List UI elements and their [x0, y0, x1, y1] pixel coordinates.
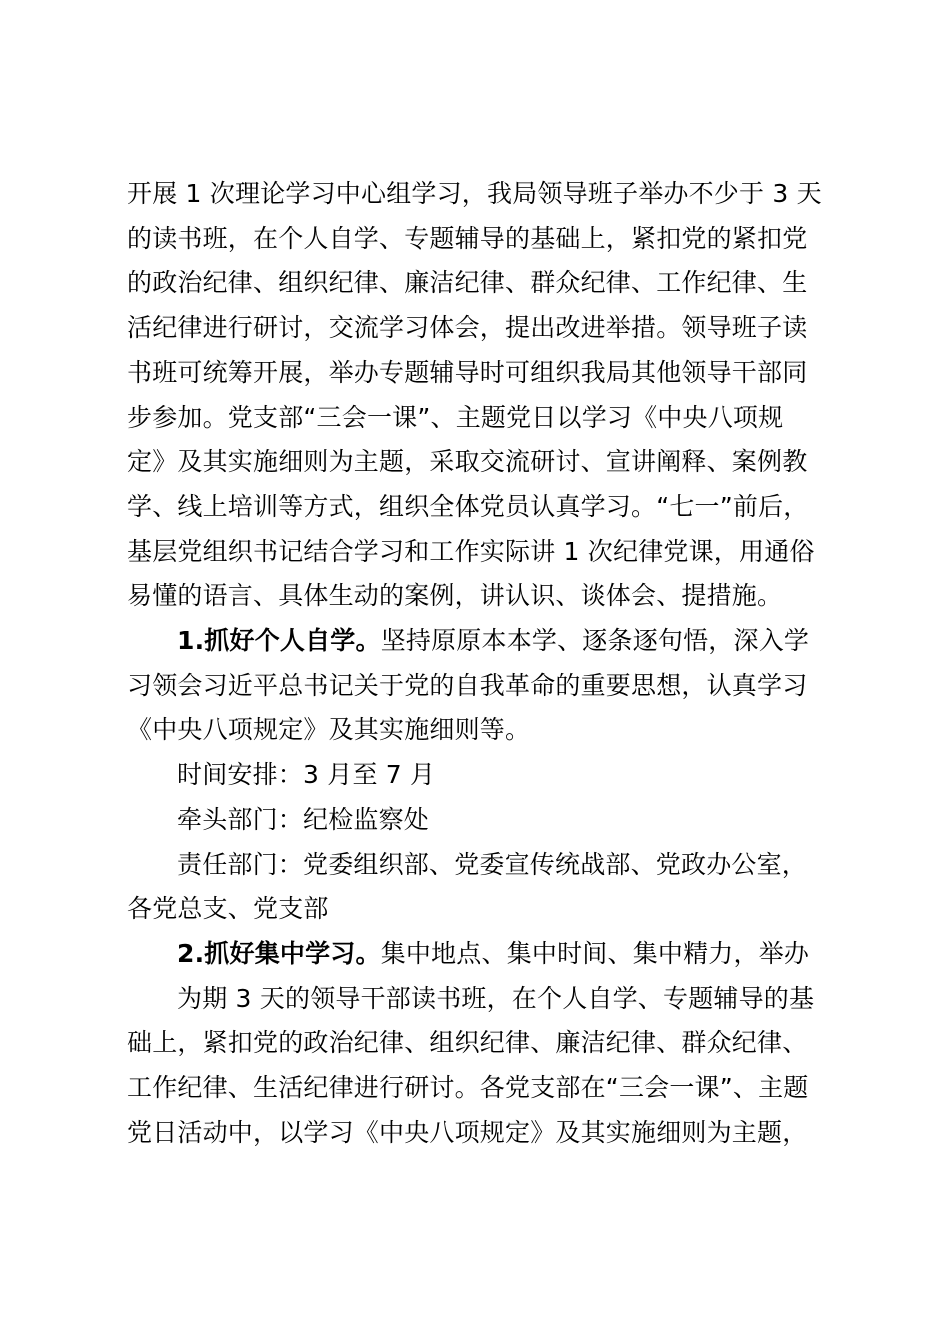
text-line: 开展 1 次理论学习中心组学习，我局领导班子举办不少于 3 天 [127, 179, 822, 208]
schedule-resp-dept: 责任部门：党委组织部、党委宣传统战部、党政办公室， [177, 849, 808, 879]
item1-text: 坚持原原本本学、逐条逐句悟，深入学 [380, 626, 810, 656]
item1-paragraph [127, 619, 823, 753]
text-line: 学、线上培训等方式，组织全体党员认真学习。“七一”前后， [127, 491, 809, 521]
schedule-block [127, 753, 823, 932]
item1-first-line [127, 619, 823, 664]
text-line: 的读书班，在个人自学、专题辅导的基础上，紧扣党的紧扣党 [127, 223, 808, 253]
text-line: 步参加。党支部“三会一课”、主题党日以学习《中央八项规 [127, 402, 784, 432]
text-line: 为期 3 天的领导干部读书班，在个人自学、专题辅导的基 [177, 983, 815, 1013]
text-line: 基层党组织书记结合学习和工作实际讲 1 次纪律党课，用通俗 [127, 536, 815, 566]
text-line: 工作纪律、生活纪律进行研讨。各党支部在“三会一课”、主题 [127, 1073, 809, 1103]
schedule-resp-dept-cont: 各党总支、党支部 [127, 894, 329, 924]
item1-heading: 1.抓好个人自学。 [177, 626, 381, 656]
document-body [127, 172, 823, 1155]
text-line: 《中央八项规定》及其实施细则等。 [127, 715, 531, 745]
schedule-time: 时间安排：3 月至 7 月 [177, 760, 436, 790]
text-line: 书班可统筹开展，举办专题辅导时可组织我局其他领导干部同 [127, 357, 808, 387]
text-line: 习领会习近平总书记关于党的自我革命的重要思想，认真学习 [127, 670, 808, 700]
text-line: 易懂的语言、具体生动的案例，讲认识、谈体会、提措施。 [127, 581, 783, 611]
item2-first-line [127, 932, 823, 977]
text-line: 定》及其实施细则为主题，采取交流研讨、宣讲阐释、案例教 [127, 447, 808, 477]
text-line: 的政治纪律、组织纪律、廉洁纪律、群众纪律、工作纪律、生 [127, 268, 808, 298]
text-line: 础上，紧扣党的政治纪律、组织纪律、廉洁纪律、群众纪律、 [127, 1028, 808, 1058]
item2-heading: 2.抓好集中学习。 [177, 938, 381, 968]
schedule-lead-dept: 牵头部门：纪检监察处 [177, 804, 430, 834]
item2-text: 集中地点、集中时间、集中精力，举办 [380, 938, 810, 968]
item2-paragraph [127, 932, 823, 1156]
text-line: 党日活动中，以学习《中央八项规定》及其实施细则为主题， [127, 1117, 808, 1147]
text-line: 活纪律进行研讨，交流学习体会，提出改进举措。领导班子读 [127, 313, 808, 343]
intro-paragraph [127, 172, 823, 619]
